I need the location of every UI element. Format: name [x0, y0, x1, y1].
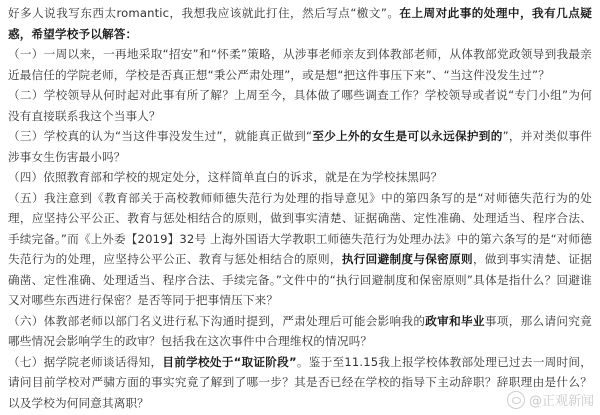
intro-text: 好多人说我写东西太romantic，我想我应该就此打住，然后写点“檄文”。 [8, 6, 400, 20]
question-6-text: （六）体教部老师以部门名义进行私下沟通时提到，严肃处理后可能会影响我的 [8, 313, 426, 328]
question-2: （二）学校领导从何时起对此事有所了解？上周至今，具体做了哪些调查工作？学校领导或者说“专门小组”为何没有直接联系我这个当事人？ [8, 88, 592, 123]
question-6-bold-text: 政审和毕业 [425, 313, 485, 328]
question-3-bold-text: 至少上外的女生是可以永远保护到的 [312, 129, 503, 143]
watermark-label: @正观新闻 [528, 394, 594, 409]
intro-bold-text: 在上周对此事的处理中，我有几点疑惑，希望学校予以解答 [8, 6, 592, 41]
question-7-bold-text: 目前学校处于“取证阶段” [162, 354, 297, 369]
question-5-bold-text: 执行回避制度与保密原则 [341, 252, 473, 266]
question-4: （四）依照教育部和学校的规定处分，这样简单直白的诉求，就是在为学校抹黑吗？ [8, 170, 443, 184]
question-1: （一）一周以来，一再地采取“招安”和“怀柔”策略，从涉事老师亲友到体教部老师，从体教部党政领导到我最亲近最信任的学院老师，学校是否真正想“秉公严肃处理”，或是想“把这件事压下来”、“当这件没发生过”？ [8, 47, 592, 82]
question-6-text-end: 事项，那么请问究竟哪些情况会影响学生的政审？包括我在这次事件中合理维权的情况吗？ [8, 313, 592, 348]
question-3-text-end: ”，并对类似事件涉事女生伤害最小吗？ [8, 129, 592, 164]
question-6 [8, 311, 592, 352]
weibo-icon [507, 391, 525, 409]
intro-colon: ： [125, 26, 138, 41]
question-5-text: （五）我注意到《教育部关于高校教师师德失范行为处理的指导意见》中的第四条写的是“对师德失范行为的处理，应坚持公平公正、教育与惩处相结合的原则，做到事实清楚、证据确凿、定性准确、处理适当、程序合法、手续完备。”而《上外委【2019】32号 上海外国语大学教职工师德失范行为处理办法》中的第六条写的是“对师德失范行为的处理，应坚持公平公正、教育与惩处相结合的原则， [8, 190, 592, 266]
question-7-text: （七）据学院老师谈话得知， [8, 354, 163, 369]
question-7-text-end: 。鉴于至11.15我上报学校体教部处理已过去一周时间，请问目前学校对严骕方面的事实究竟了解到了哪一步？其是否已经在学校的指导下主动辞职？辞职理由是什么？以及学校为何同意其离职？ [8, 354, 592, 410]
question-3 [8, 126, 592, 167]
intro-paragraph [8, 3, 592, 44]
document-body [8, 0, 592, 413]
watermark [507, 390, 594, 409]
question-7 [8, 352, 592, 414]
question-5 [8, 188, 592, 311]
question-5-text-end: ，做到事实清楚、证据确凿、定性准确、处理适当、程序合法、手续完备。”文件中的“执行回避制度和保密原则”具体是指什么？回避谁又对哪些东西进行保密？是否等同于把事情压下来？ [8, 252, 592, 307]
question-3-text: （三）学校真的认为“当这件事没发生过”，就能真正做到“ [8, 129, 313, 143]
